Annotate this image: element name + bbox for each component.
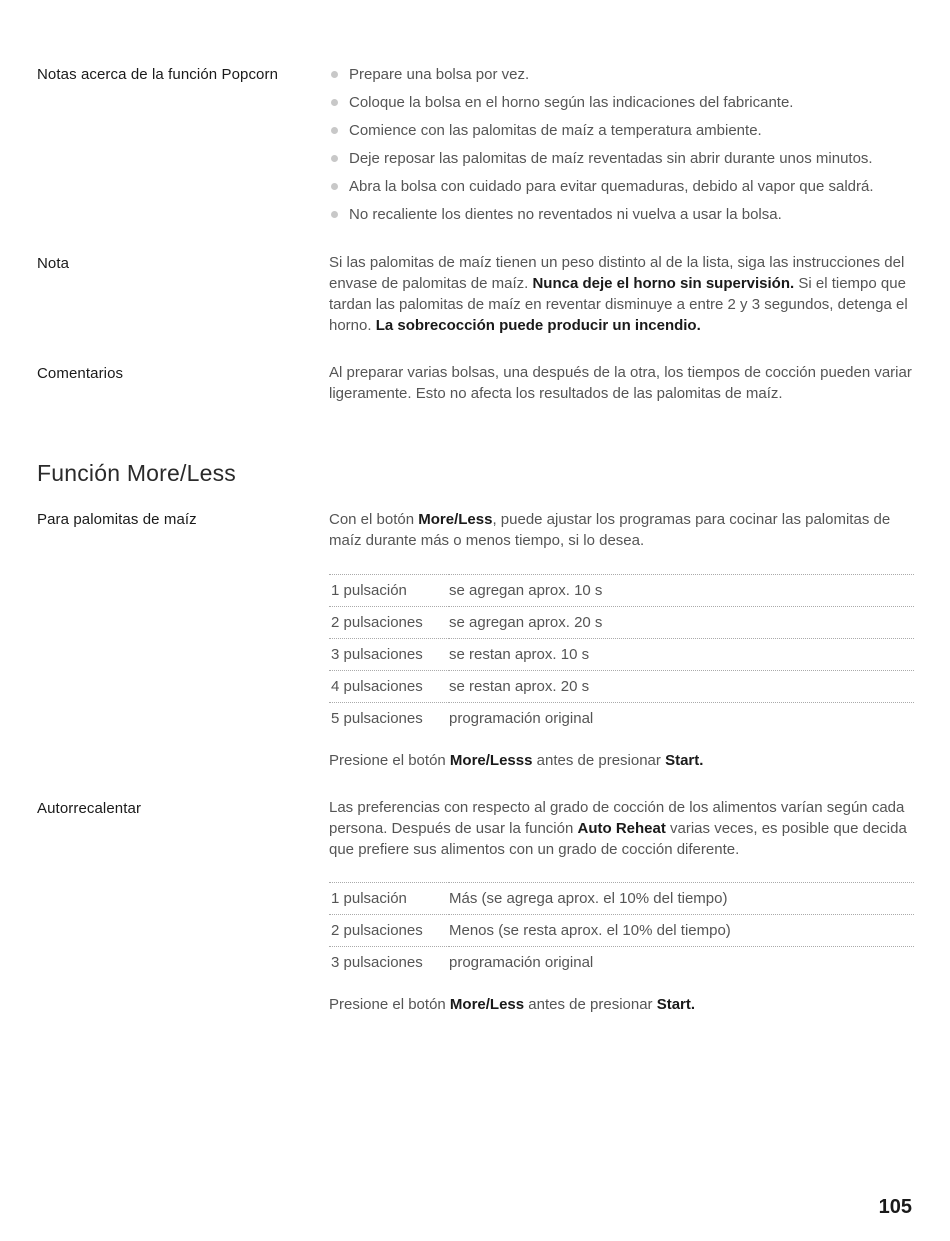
presses-cell: 5 pulsaciones [331,710,423,727]
list-item-text: Deje reposar las palomitas de maíz reventadas sin abrir durante unos minutos. [349,150,873,167]
table-row [329,947,914,979]
presses-cell: 1 pulsación [329,883,449,915]
presses-cell: 3 pulsaciones [331,954,423,971]
nota-label: Nota [37,255,70,272]
list-item [329,120,919,148]
table-row [329,639,914,671]
reheat-footer-text-a: Presione el botón [329,996,446,1013]
table-row [329,703,914,735]
presses-cell: 3 pulsaciones [329,639,449,671]
effect-cell: se agregan aprox. 20 s [449,607,914,639]
nota-text-2: Si el tiempo que tardan las palomitas de maíz en reventar disminuye a entre 2 y 3 segundos, detenga el horno. [329,275,908,334]
reheat-intro-function-name: Auto Reheat [577,820,666,837]
table-row [329,671,914,703]
effect-cell: se restan aprox. 20 s [449,671,914,703]
bullet-icon [331,127,338,134]
effect-cell: Más (se agrega aprox. el 10% del tiempo) [449,883,914,915]
popcorn-footer [329,750,919,771]
popcorn-footer-start: Start. [665,752,704,769]
effect-cell: se restan aprox. 10 s [449,639,914,671]
bullet-icon [331,99,338,106]
section-title: Función More/Less [37,460,236,486]
table-row [329,575,914,607]
list-item-text: Comience con las palomitas de maíz a temperatura ambiente. [349,122,762,139]
bullet-icon [331,183,338,190]
reheat-presses-table [329,882,914,978]
presses-cell: 4 pulsaciones [329,671,449,703]
page-number: 105 [878,1196,912,1218]
effect-cell: programación original [449,710,594,727]
effect-cell: programación original [449,954,594,971]
list-item [329,92,919,120]
reheat-footer-text-b: antes de presionar [528,996,653,1013]
table-row [329,883,914,915]
comentarios-paragraph: Al preparar varias bolsas, una después de la otra, los tiempos de cocción pueden variar ligeramente. Esto no afecta los resultados de las palomitas de maíz. [329,364,912,402]
presses-cell: 2 pulsaciones [329,607,449,639]
bullet-icon [331,211,338,218]
popcorn-footer-text-a: Presione el botón [329,752,446,769]
reheat-footer-button-name: More/Less [449,996,525,1013]
popcorn-notes-label: Notas acerca de la función Popcorn [37,66,279,83]
popcorn-footer-button-name: More/Lesss [449,752,533,769]
list-item [329,148,919,176]
list-item-text: Coloque la bolsa en el horno según las indicaciones del fabricante. [349,94,794,111]
presses-cell: 2 pulsaciones [329,915,449,947]
popcorn-intro-button-name: More/Less [418,511,493,528]
reheat-intro [329,797,919,860]
list-item-text: No recaliente los dientes no reventados ni vuelva a usar la bolsa. [349,206,782,223]
popcorn-footer-text-b: antes de presionar [536,752,661,769]
bullet-icon [331,71,338,78]
nota-warning-2: La sobrecocción puede producir un incendio. [375,317,701,334]
list-item [329,176,919,204]
popcorn-notes-list-container [329,64,919,232]
list-item-text: Abra la bolsa con cuidado para evitar quemaduras, debido al vapor que saldrá. [349,178,874,195]
presses-cell: 1 pulsación [329,575,449,607]
effect-cell: se agregan aprox. 10 s [449,575,914,607]
nota-text-1: Si las palomitas de maíz tienen un peso distinto al de la lista, siga las instrucciones del envase de palomitas de maíz. [329,254,905,292]
reheat-intro-text-a: Las preferencias con respecto al grado de cocción de los alimentos varían según cada persona. Después de usar la función [329,799,905,837]
popcorn-intro [329,509,919,551]
popcorn-label: Para palomitas de maíz [37,511,197,528]
nota-paragraph [329,252,919,336]
popcorn-notes-list [329,64,919,232]
reheat-footer-start: Start. [656,996,696,1013]
table-row [329,607,914,639]
popcorn-presses-table [329,574,914,734]
reheat-label: Autorrecalentar [37,800,142,817]
list-item [329,204,919,232]
popcorn-intro-text-b: , puede ajustar los programas para cocinar las palomitas de maíz durante más o menos tiempo, si lo desea. [329,511,891,549]
bullet-icon [331,155,338,162]
reheat-intro-text-b: varias veces, es posible que decida que prefiere sus alimentos con un grado de cocción diferente. [329,820,907,858]
nota-warning-1: Nunca deje el horno sin supervisión. [532,275,795,292]
list-item-text: Prepare una bolsa por vez. [349,66,530,83]
list-item [329,64,919,92]
comentarios-label: Comentarios [37,365,124,382]
reheat-footer [329,994,919,1015]
popcorn-intro-text-a: Con el botón [329,511,415,528]
table-row [329,915,914,947]
effect-cell: Menos (se resta aprox. el 10% del tiempo) [449,915,914,947]
